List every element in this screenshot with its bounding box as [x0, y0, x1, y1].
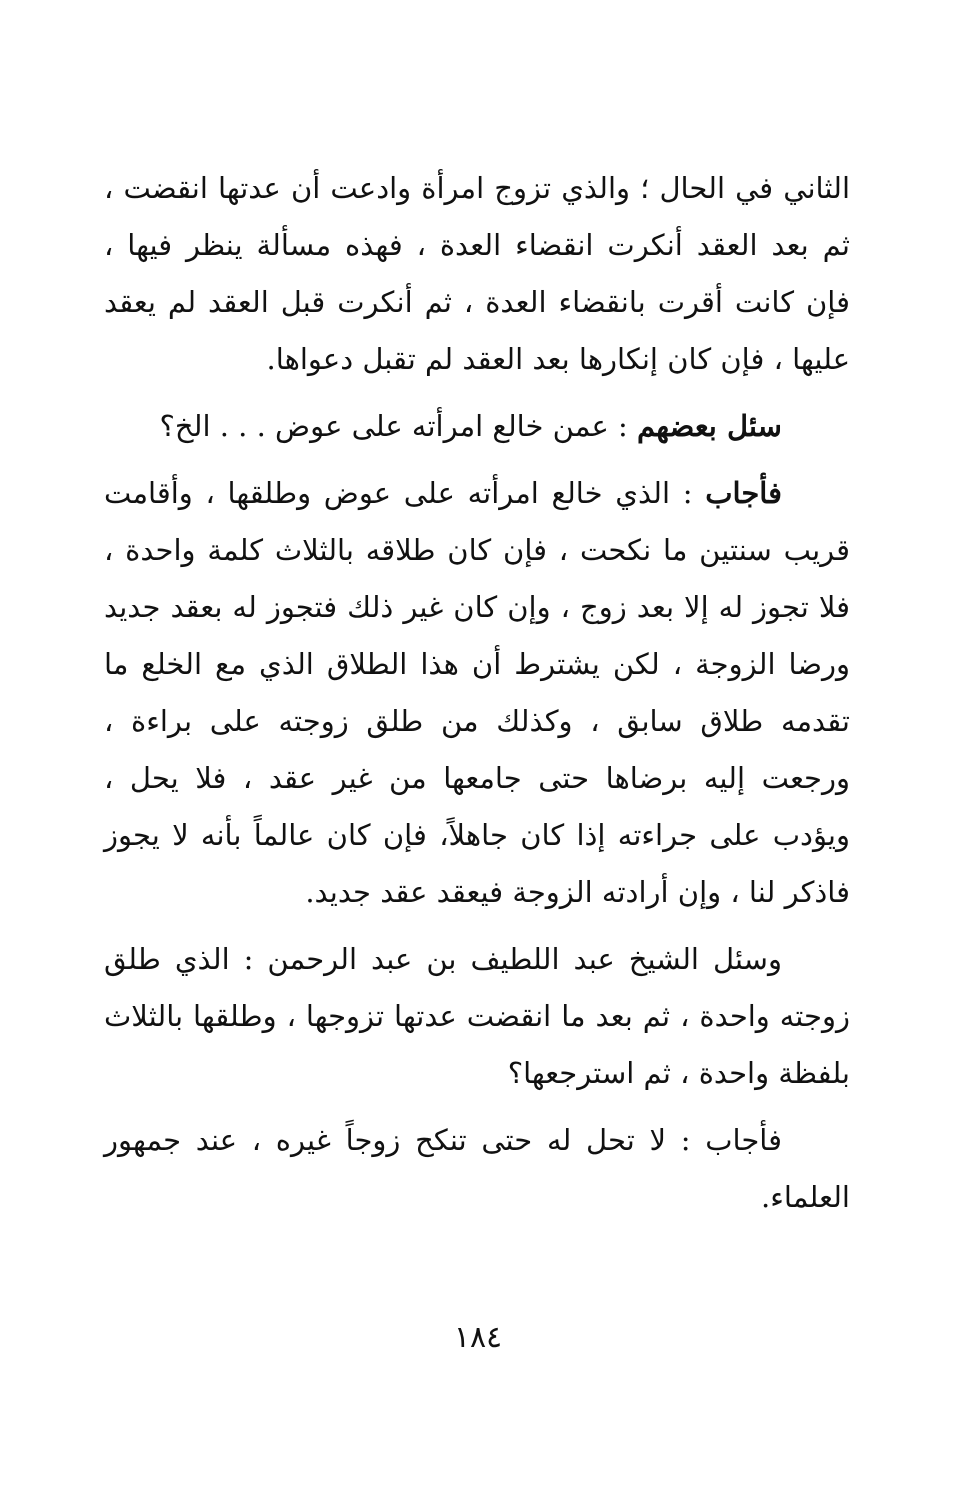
paragraph-text: وسئل الشيخ عبد اللطيف بن عبد الرحمن : الذي طلق زوجته واحدة ، ثم بعد ما انقضت عدتها تزوجها ، وطلقها بالثلاث بلفظة واحدة ، ثم استرجعها؟: [104, 942, 850, 1090]
paragraph-lead: فأجاب: [705, 476, 782, 510]
paragraph-continuation: [104, 160, 850, 388]
body-text: [104, 160, 850, 1226]
paragraph-question: [104, 931, 850, 1102]
paragraph-text: الثاني في الحال ؛ والذي تزوج امرأة وادعت أن عدتها انقضت ، ثم بعد العقد أنكرت انقضاء العدة ، فهذه مسألة ينظر فيها ، فإن كانت أقرت بانقضاء العدة ، ثم أنكرت قبل العقد لم يعقد عليها ، فإن كان إنكارها بعد العقد لم تقبل دعواها.: [104, 171, 850, 376]
page-number: ١٨٤: [453, 1320, 503, 1355]
paragraph-text: : الذي خالع امرأته على عوض وطلقها ، وأقامت قريب سنتين ما نكحت ، فإن كان طلاقه بالثلاث كلمة واحدة ، فلا تجوز له إلا بعد زوج ، وإن كان غير ذلك فتجوز له بعقد جديد ورضا الزوجة ، لكن يشترط أن هذا الطلاق الذي مع الخلع ما تقدمه طلاق سابق ، وكذلك من طلق زوجته على براءة ، ورجعت إليه برضاها حتى جامعها من غير عقد ، فلا يحل ، ويؤدب على جراءته إذا كان جاهلاً، فإن كان عالماً بأنه لا يجوز فاذكر لنا ، وإن أرادته الزوجة فيعقد عقد جديد.: [104, 476, 850, 909]
paragraph-answer: [104, 1112, 850, 1226]
paragraph-question: [104, 398, 850, 455]
paragraph-text: : عمن خالع امرأته على عوض . . . الخ؟: [159, 409, 637, 443]
paragraph-lead: سئل بعضهم: [637, 409, 782, 443]
paragraph-answer: [104, 465, 850, 921]
paragraph-text: فأجاب : لا تحل له حتى تنكح زوجاً غيره ، عند جمهور العلماء.: [104, 1123, 850, 1214]
